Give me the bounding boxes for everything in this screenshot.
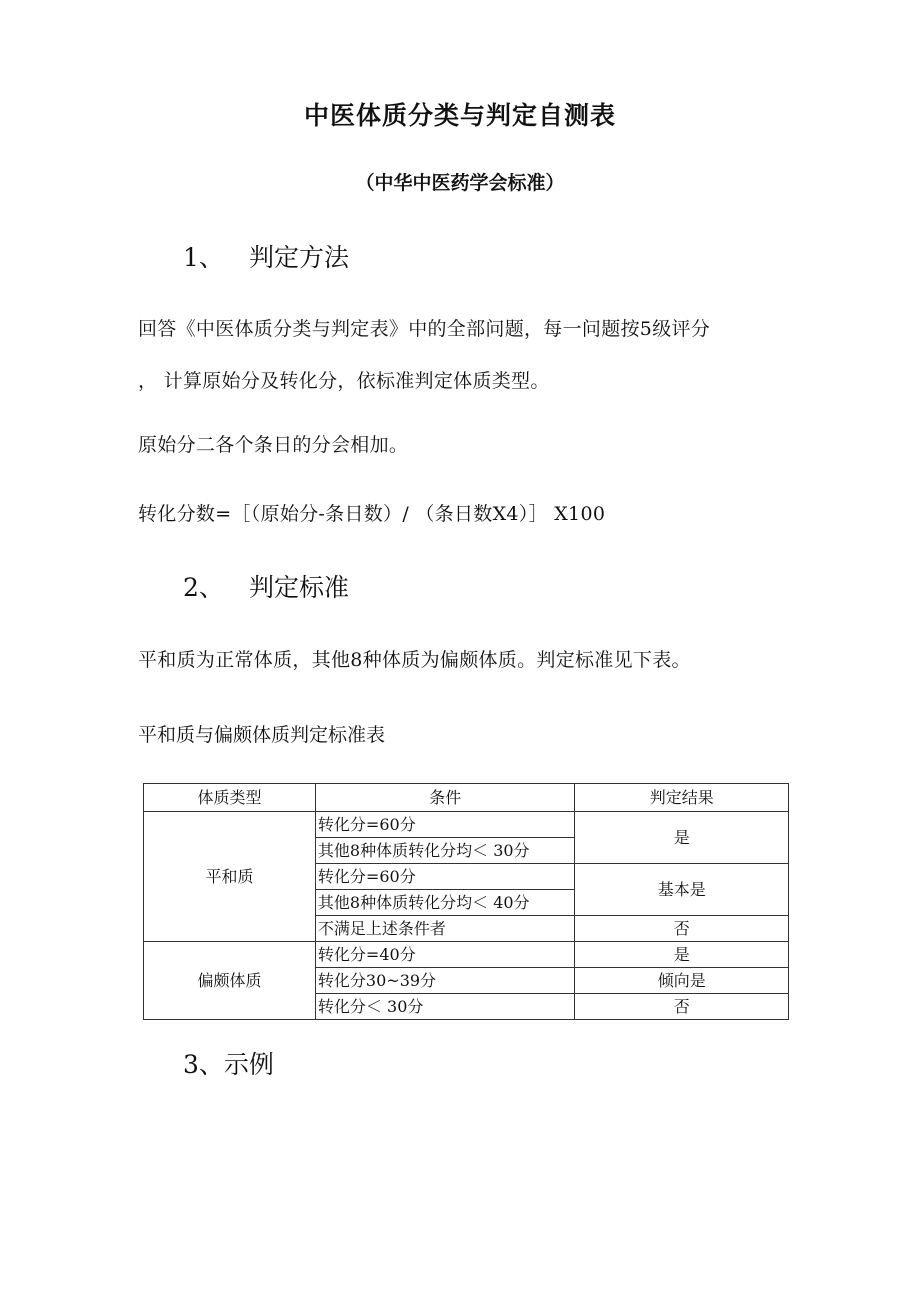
header-condition: 条件 — [315, 784, 575, 812]
result-cell: 倾向是 — [575, 968, 789, 994]
result-cell: 否 — [575, 994, 789, 1020]
formula-line: 转化分数=［（原始分-条日数）/ （条日数X4）］ X100 — [138, 503, 606, 525]
result-cell: 是 — [575, 812, 789, 864]
section-2-number: 2、 — [183, 573, 224, 602]
header-type: 体质类型 — [144, 784, 316, 812]
header-result: 判定结果 — [575, 784, 789, 812]
criteria-line: 平和质为正常体质，其他8种体质为偏颇体质。判定标准见下表。 — [138, 649, 691, 671]
section-1-heading — [183, 238, 349, 274]
condition-cell: 转化分=60分 — [315, 864, 575, 890]
section-2-heading — [183, 568, 349, 604]
table-caption: 平和质与偏颇体质判定标准表 — [138, 724, 386, 746]
condition-cell: 转化分=40分 — [315, 942, 575, 968]
page-title: 中医体质分类与判定自测表 — [303, 101, 616, 130]
criteria-table — [143, 783, 789, 1020]
table-row — [144, 942, 789, 968]
type-cell-pinghe: 平和质 — [144, 812, 316, 942]
table-row — [144, 812, 789, 838]
condition-cell: 其他8种体质转化分均＜ 30分 — [315, 838, 575, 864]
result-cell: 否 — [575, 916, 789, 942]
condition-cell: 转化分=60分 — [315, 812, 575, 838]
condition-cell: 不满足上述条件者 — [315, 916, 575, 942]
condition-cell: 其他8种体质转化分均＜ 40分 — [315, 890, 575, 916]
section-2-title: 判定标准 — [249, 573, 350, 602]
condition-cell: 转化分30~39分 — [315, 968, 575, 994]
table-header-row — [144, 784, 789, 812]
method-line-3: 原始分二各个条日的分会相加。 — [138, 434, 409, 456]
result-cell: 基本是 — [575, 864, 789, 916]
method-line-1: 回答《中医体质分类与判定表》中的全部问题，每一问题按5级评分 — [138, 318, 711, 340]
page-subtitle: （中华中医药学会标准） — [355, 172, 565, 194]
section-3-heading: 3、示例 — [183, 1050, 274, 1079]
condition-cell: 转化分＜ 30分 — [315, 994, 575, 1020]
result-cell: 是 — [575, 942, 789, 968]
section-1-number: 1、 — [183, 243, 224, 272]
section-1-title: 判定方法 — [249, 243, 350, 272]
type-cell-pianpo: 偏颇体质 — [144, 942, 316, 1020]
method-line-2: ， 计算原始分及转化分，依标准判定体质类型。 — [138, 370, 550, 392]
